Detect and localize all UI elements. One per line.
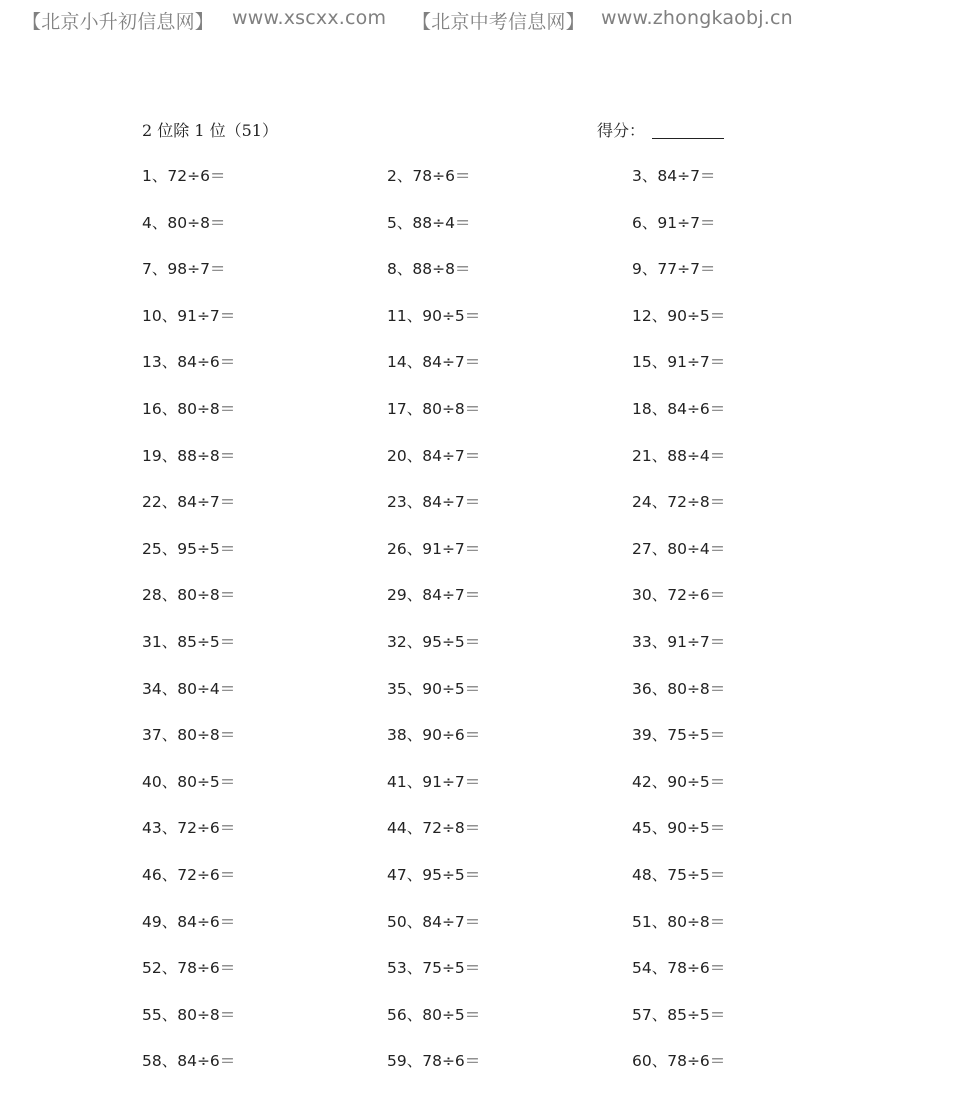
score-blank-line <box>652 138 724 139</box>
problem-item: 40、80÷5＝ <box>142 772 236 791</box>
problem-grid <box>142 164 877 1096</box>
problem-item: 56、80÷5＝ <box>387 1005 481 1024</box>
problem-item: 29、84÷7＝ <box>387 586 481 605</box>
problem-item: 26、91÷7＝ <box>387 539 481 558</box>
problem-item: 7、98÷7＝ <box>142 260 226 279</box>
problem-item: 37、80÷8＝ <box>142 726 236 745</box>
problem-item: 39、75÷5＝ <box>632 726 726 745</box>
problem-item: 9、77÷7＝ <box>632 260 716 279</box>
problem-item: 38、90÷6＝ <box>387 726 481 745</box>
problem-item: 20、84÷7＝ <box>387 446 481 465</box>
problem-item: 51、80÷8＝ <box>632 912 726 931</box>
site-name-zhongkao: 【北京中考信息网】 <box>412 11 585 33</box>
problem-item: 21、88÷4＝ <box>632 446 726 465</box>
problem-item: 53、75÷5＝ <box>387 959 481 978</box>
problem-item: 16、80÷8＝ <box>142 399 236 418</box>
problem-item: 41、91÷7＝ <box>387 772 481 791</box>
problem-item: 24、72÷8＝ <box>632 493 726 512</box>
problem-item: 4、80÷8＝ <box>142 213 226 232</box>
site-name-xsc: 【北京小升初信息网】 <box>22 11 215 33</box>
problem-item: 32、95÷5＝ <box>387 632 481 651</box>
problem-item: 2、78÷6＝ <box>387 167 471 185</box>
problem-item: 60、78÷6＝ <box>632 1052 726 1071</box>
problem-item: 28、80÷8＝ <box>142 586 236 605</box>
problem-item: 54、78÷6＝ <box>632 959 726 978</box>
problem-item: 42、90÷5＝ <box>632 772 726 791</box>
problem-item: 6、91÷7＝ <box>632 213 716 232</box>
problem-item: 55、80÷8＝ <box>142 1005 236 1024</box>
problem-item: 45、90÷5＝ <box>632 819 726 838</box>
problem-item: 36、80÷8＝ <box>632 679 726 698</box>
problem-item: 27、80÷4＝ <box>632 539 726 558</box>
problem-item: 43、72÷6＝ <box>142 819 236 838</box>
problem-item: 25、95÷5＝ <box>142 539 236 558</box>
problem-item: 10、91÷7＝ <box>142 306 236 325</box>
problem-item: 34、80÷4＝ <box>142 679 236 698</box>
score-label: 得分： <box>597 121 646 140</box>
problem-item: 47、95÷5＝ <box>387 865 481 884</box>
problem-item: 49、84÷6＝ <box>142 912 236 931</box>
problem-item: 22、84÷7＝ <box>142 493 236 512</box>
problem-item: 50、84÷7＝ <box>387 912 481 931</box>
problem-item: 30、72÷6＝ <box>632 586 726 605</box>
problem-item: 58、84÷6＝ <box>142 1052 236 1071</box>
problem-item: 1、72÷6＝ <box>142 167 226 185</box>
problem-item: 12、90÷5＝ <box>632 306 726 325</box>
problem-item: 11、90÷5＝ <box>387 306 481 325</box>
problem-item: 44、72÷8＝ <box>387 819 481 838</box>
problem-item: 35、90÷5＝ <box>387 679 481 698</box>
problem-item: 8、88÷8＝ <box>387 260 471 279</box>
worksheet-title-row <box>142 118 742 144</box>
problem-item: 15、91÷7＝ <box>632 353 726 372</box>
problem-item: 17、80÷8＝ <box>387 399 481 418</box>
problem-item: 5、88÷4＝ <box>387 213 471 232</box>
problem-item: 59、78÷6＝ <box>387 1052 481 1071</box>
problem-item: 18、84÷6＝ <box>632 399 726 418</box>
worksheet-title: 2 位除 1 位（51） <box>142 121 278 140</box>
problem-item: 13、84÷6＝ <box>142 353 236 372</box>
problem-item: 57、85÷5＝ <box>632 1005 726 1024</box>
problem-item: 14、84÷7＝ <box>387 353 481 372</box>
problem-item: 46、72÷6＝ <box>142 865 236 884</box>
problem-item: 19、88÷8＝ <box>142 446 236 465</box>
problem-item: 31、85÷5＝ <box>142 632 236 651</box>
site-url-zhongkao[interactable]: www.zhongkaobj.cn <box>601 7 793 29</box>
site-url-xsc[interactable]: www.xscxx.com <box>232 7 387 29</box>
problem-item: 23、84÷7＝ <box>387 493 481 512</box>
problem-item: 33、91÷7＝ <box>632 632 726 651</box>
problem-item: 48、75÷5＝ <box>632 865 726 884</box>
problem-item: 3、84÷7＝ <box>632 167 716 185</box>
problem-item: 52、78÷6＝ <box>142 959 236 978</box>
